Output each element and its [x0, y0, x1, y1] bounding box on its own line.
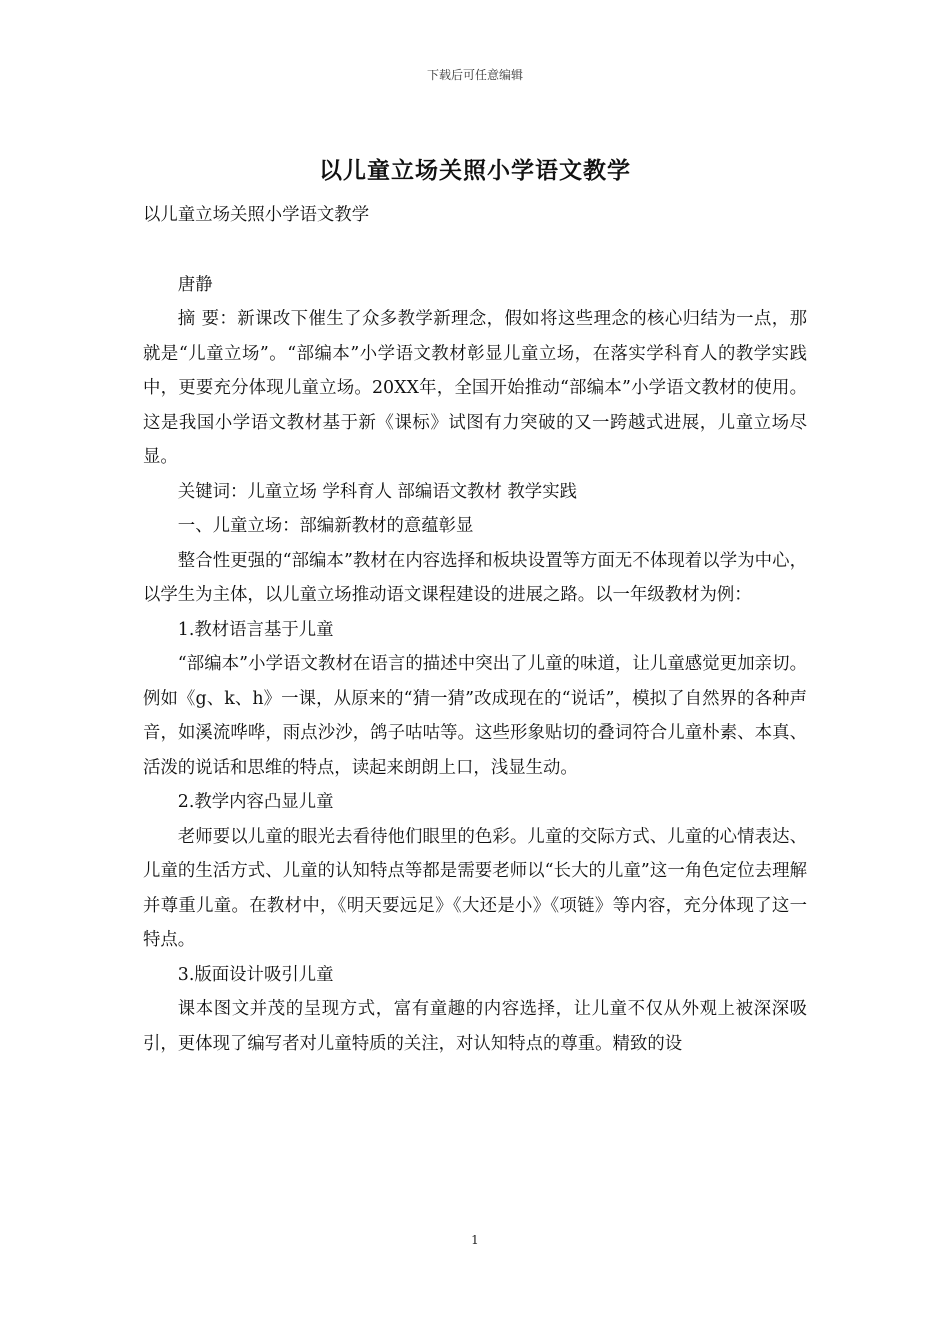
subtitle: 以儿童立场关照小学语文教学: [143, 205, 370, 225]
body-paragraph: “部编本”小学语文教材在语言的描述中突出了儿童的味道，让儿童感觉更加亲切。例如《g、k、h》一课，从原来的“猜一猜”改成现在的“说话”，模拟了自然界的各种声音，如溪流哗哗，雨点沙沙，鸽子咕咕等。这些形象贴切的叠词符合儿童朴素、本真、活泼的说话和思维的特点，读起来朗朗上口，浅显生动。: [143, 654, 807, 778]
page-header: 下载后可任意编辑: [426, 68, 523, 82]
document-title: 以儿童立场关照小学语文教学: [319, 157, 631, 184]
section-heading: 一、儿童立场：部编新教材的意蕴彰显: [177, 516, 474, 536]
subsection-heading: 1.教材语言基于儿童: [177, 619, 334, 640]
subsection-heading: 3.版面设计吸引儿童: [177, 964, 334, 985]
body-paragraph: 整合性更强的“部编本”教材在内容选择和板块设置等方面无不体现着以学为中心，以学生为主体，以儿童立场推动语文课程建设的进展之路。以一年级教材为例：: [143, 550, 807, 605]
page-number: 1: [471, 1233, 479, 1247]
subsection-heading: 2.教学内容凸显儿童: [177, 792, 334, 812]
abstract-paragraph: 摘 要：新课改下催生了众多教学新理念，假如将这些理念的核心归结为一点，那就是“儿童立场”。“部编本”小学语文教材彰显儿童立场，在落实学科育人的教学实践中，更要充分体现儿童立场。20XX年，全国开始推动“部编本”小学语文教材的使用。这是我国小学语文教材基于新《课标》试图有力突破的又一跨越式进展，儿童立场尽显。: [143, 309, 807, 467]
body-paragraph: 老师要以儿童的眼光去看待他们眼里的色彩。儿童的交际方式、儿童的心情表达、儿童的生活方式、儿童的认知特点等都是需要老师以“长大的儿童”这一角色定位去理解并尊重儿童。在教材中，《明天要远足》《大还是小》《项链》等内容，充分体现了这一特点。: [143, 826, 807, 950]
body-paragraph: 课本图文并茂的呈现方式，富有童趣的内容选择，让儿童不仅从外观上被深深吸引，更体现了编写者对儿童特质的关注，对认知特点的尊重。精致的设: [143, 999, 807, 1054]
spacer: [143, 233, 807, 268]
author: 唐静: [177, 274, 213, 295]
document-body: [143, 198, 807, 1061]
keywords: 关键词：儿童立场 学科育人 部编语文教材 教学实践: [177, 481, 577, 502]
